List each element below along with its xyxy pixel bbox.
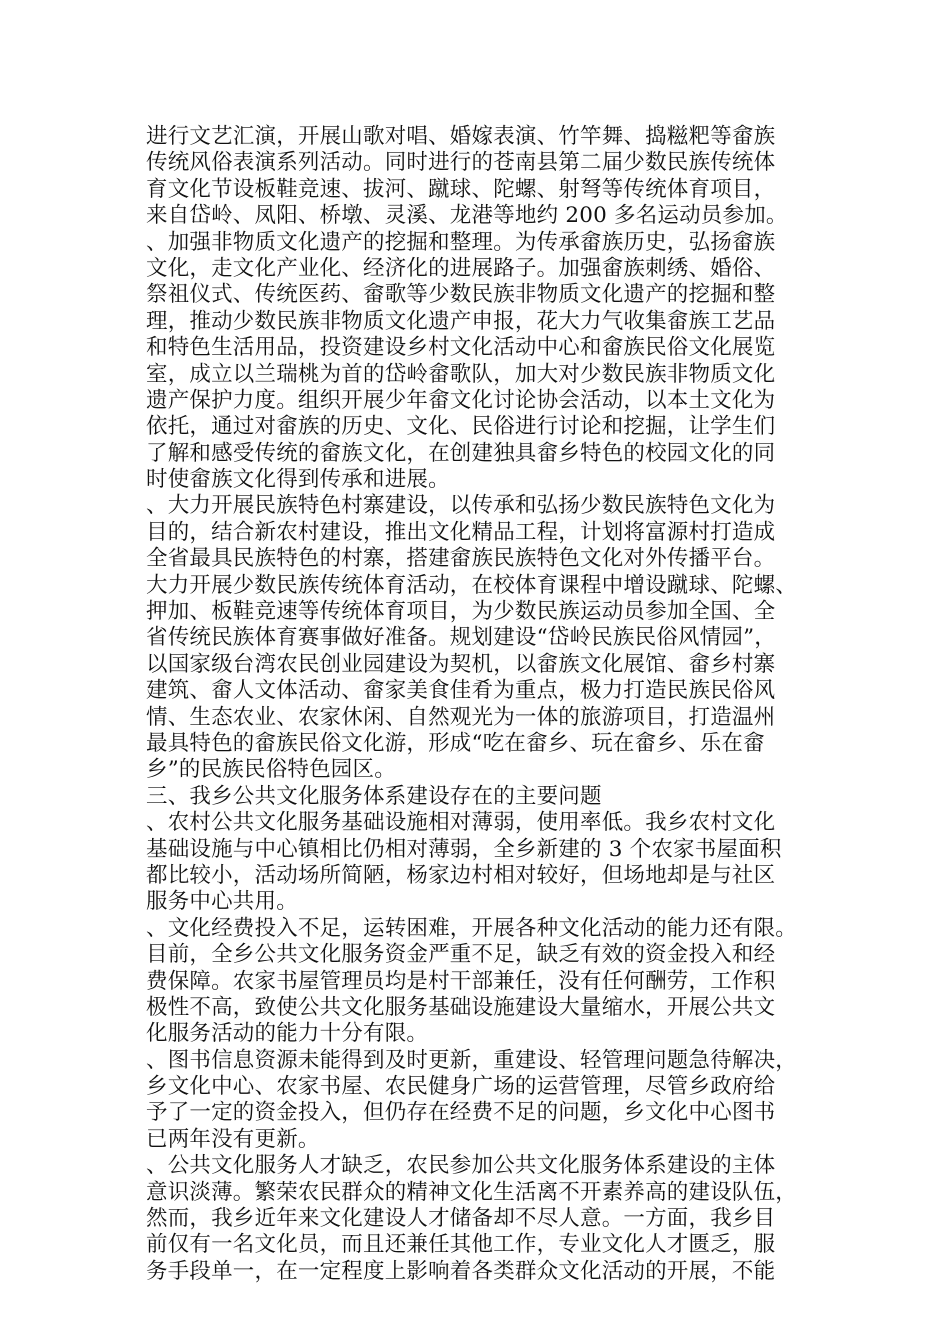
text-line: 时使畲族文化得到传承和进展。	[146, 467, 450, 493]
text-line: 传统风俗表演系列活动。同时进行的苍南县第二届少数民族传统体	[146, 150, 776, 176]
text-line: 予了一定的资金投入，但仍存在经费不足的问题，乡文化中心图书	[146, 1100, 776, 1126]
text-line: 目的，结合新农村建设，推出文化精品工程，计划将富源村打造成	[146, 519, 776, 545]
text-line: 务手段单一，在一定程度上影响着各类群众文化活动的开展，不能	[146, 1258, 776, 1284]
text-line: 理，推动少数民族非物质文化遗产申报，花大力气收集畲族工艺品	[146, 308, 776, 334]
text-line: 情、生态农业、农家休闲、自然观光为一体的旅游项目，打造温州	[146, 704, 776, 730]
text-line: 省传统民族体育赛事做好准备。规划建设“岱岭民族民俗风情园”，	[146, 625, 776, 651]
text-line: 乡”的民族民俗特色园区。	[146, 757, 396, 783]
text-line: 、文化经费投入不足，运转困难，开展各种文化活动的能力还有限。	[146, 915, 798, 941]
document-body	[146, 124, 836, 1285]
text-line: 和特色生活用品，投资建设乡村文化活动中心和畲族民俗文化展览	[146, 335, 776, 361]
text-line: 费保障。农家书屋管理员均是村干部兼任，没有任何酬劳，工作积	[146, 968, 776, 994]
text-line: 基础设施与中心镇相比仍相对薄弱，全乡新建的 3 个农家书屋面积	[146, 836, 782, 862]
text-line: 依托，通过对畲族的历史、文化、民俗进行讨论和挖掘，让学生们	[146, 414, 776, 440]
text-line: 、公共文化服务人才缺乏，农民参加公共文化服务体系建设的主体	[146, 1153, 776, 1179]
text-line: 前仅有一名文化员，而且还兼任其他工作，专业文化人才匮乏，服	[146, 1232, 776, 1258]
text-line: 、图书信息资源未能得到及时更新，重建设、轻管理问题急待解决，	[146, 1047, 798, 1073]
text-line: 全省最具民族特色的村寨，搭建畲族民族特色文化对外传播平台。	[146, 546, 776, 572]
section-heading: 三、我乡公共文化服务体系建设存在的主要问题	[146, 783, 602, 809]
text-line: 遗产保护力度。组织开展少年畲文化讨论协会活动，以本土文化为	[146, 387, 776, 413]
text-line: 乡文化中心、农家书屋、农民健身广场的运营管理，尽管乡政府给	[146, 1074, 776, 1100]
text-line: 祭祖仪式、传统医药、畲歌等少数民族非物质文化遗产的挖掘和整	[146, 282, 776, 308]
text-line: 已两年没有更新。	[146, 1126, 320, 1152]
text-line: 建筑、畲人文体活动、畲家美食佳肴为重点，极力打造民族民俗风	[146, 678, 776, 704]
text-line: 然而，我乡近年来文化建设人才储备却不尽人意。一方面，我乡目	[146, 1206, 776, 1232]
text-line: 文化，走文化产业化、经济化的进展路子。加强畲族刺绣、婚俗、	[146, 255, 776, 281]
text-line: 押加、板鞋竞速等传统体育项目，为少数民族运动员参加全国、全	[146, 599, 776, 625]
text-line: 、农村公共文化服务基础设施相对薄弱，使用率低。我乡农村文化	[146, 810, 776, 836]
text-line: 来自岱岭、凤阳、桥墩、灵溪、龙港等地约 200 多名运动员参加。	[146, 203, 788, 229]
text-line: 大力开展少数民族传统体育活动，在校体育课程中增设蹴球、陀螺、	[146, 572, 798, 598]
text-line: 极性不高，致使公共文化服务基础设施建设大量缩水，开展公共文	[146, 994, 776, 1020]
text-line: 最具特色的畲族民俗文化游，形成“吃在畲乡、玩在畲乡、乐在畲	[146, 730, 765, 756]
text-line: 都比较小，活动场所简陋，杨家边村相对较好，但场地却是与社区	[146, 862, 776, 888]
text-line: 化服务活动的能力十分有限。	[146, 1021, 429, 1047]
text-line: 室，成立以兰瑞桃为首的岱岭畲歌队，加大对少数民族非物质文化	[146, 361, 776, 387]
text-line: 服务中心共用。	[146, 889, 298, 915]
text-line: 、大力开展民族特色村寨建设，以传承和弘扬少数民族特色文化为	[146, 493, 776, 519]
text-line: 、加强非物质文化遗产的挖掘和整理。为传承畲族历史，弘扬畲族	[146, 229, 776, 255]
text-line: 育文化节设板鞋竞速、拔河、蹴球、陀螺、射弩等传统体育项目，	[146, 176, 776, 202]
text-line: 以国家级台湾农民创业园建设为契机，以畲族文化展馆、畲乡村寨	[146, 651, 776, 677]
text-line: 意识淡薄。繁荣农民群众的精神文化生活离不开素养高的建设队伍，	[146, 1179, 798, 1205]
text-line: 了解和感受传统的畲族文化，在创建独具畲乡特色的校园文化的同	[146, 440, 776, 466]
text-line: 进行文艺汇演，开展山歌对唱、婚嫁表演、竹竿舞、捣糍粑等畲族	[146, 124, 776, 149]
text-line: 目前，全乡公共文化服务资金严重不足，缺乏有效的资金投入和经	[146, 942, 776, 968]
